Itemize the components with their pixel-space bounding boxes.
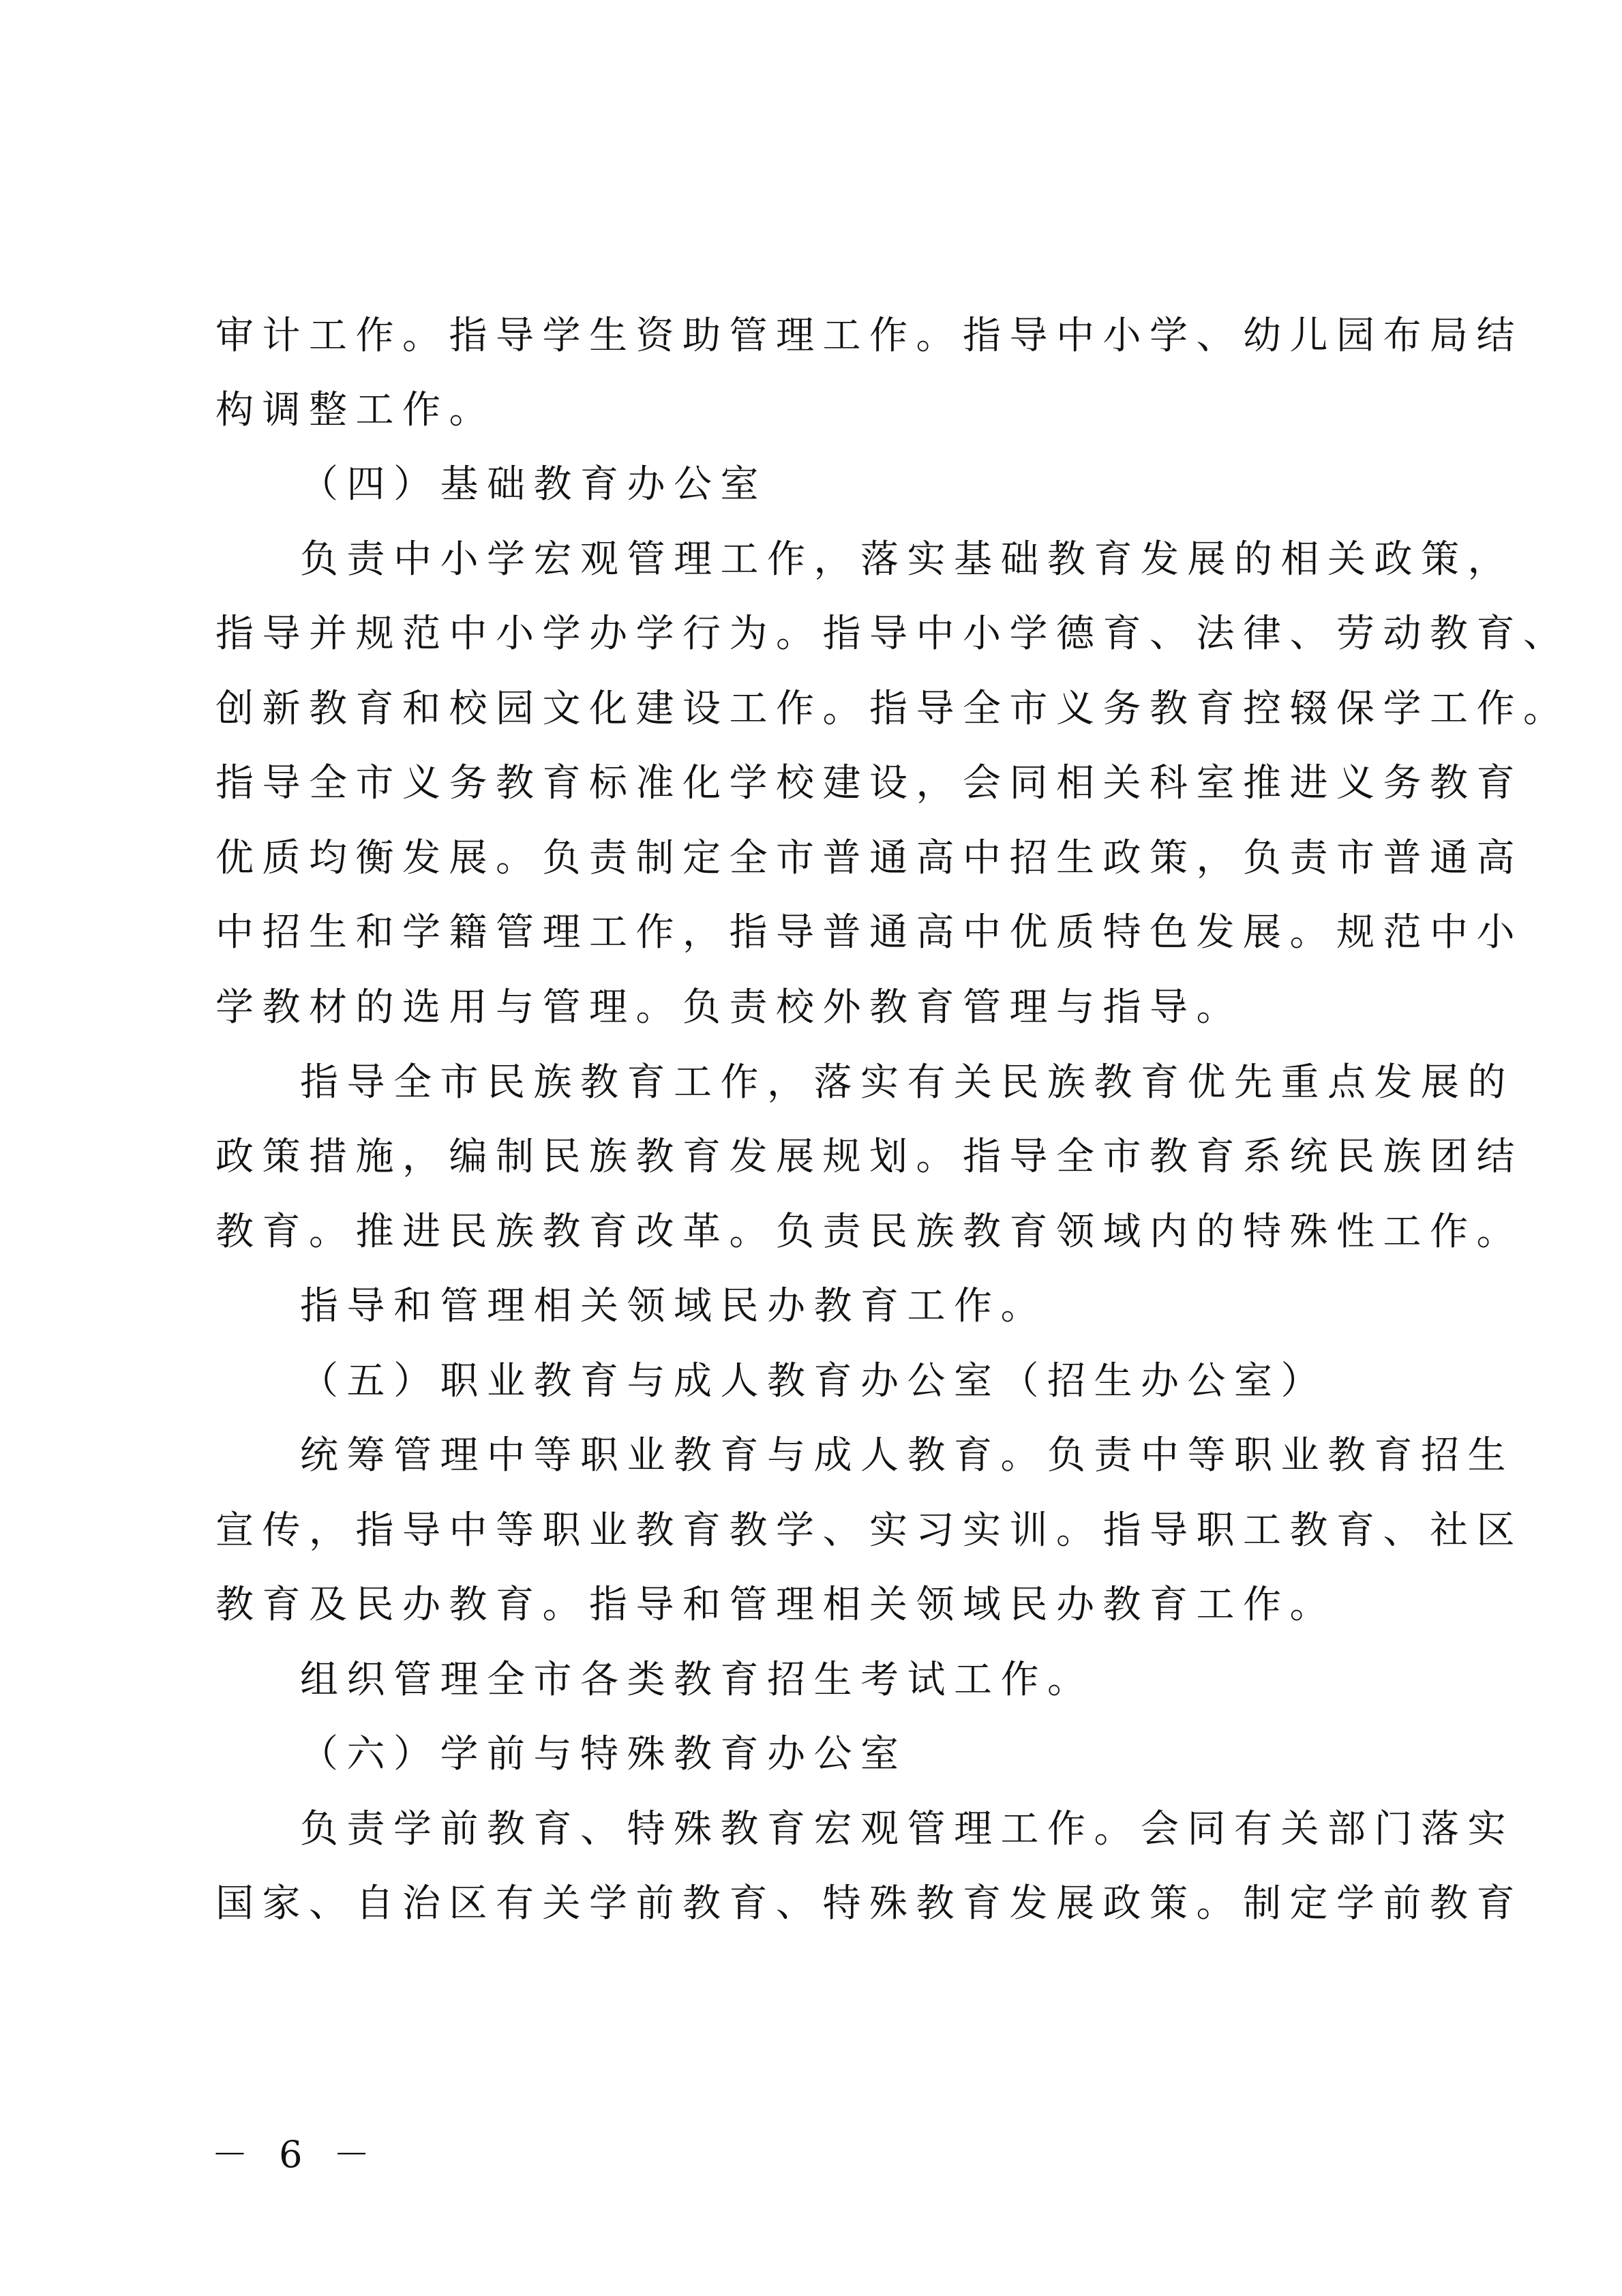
body-text-line: 宣传，指导中等职业教育教学、实习实训。指导职工教育、社区 [215, 1508, 1523, 1553]
body-text-line: 政策措施，编制民族教育发展规划。指导全市教育系统民族团结 [215, 1135, 1523, 1179]
body-text-line: 优质均衡发展。负责制定全市普通高中招生政策，负责市普通高 [215, 836, 1523, 880]
body-text-line: 创新教育和校园文化建设工作。指导全市义务教育控辍保学工作。 [215, 687, 1570, 731]
body-text-line: 负责学前教育、特殊教育宏观管理工作。会同有关部门落实 [300, 1807, 1514, 1851]
body-text-line: 中招生和学籍管理工作，指导普通高中优质特色发展。规范中小 [215, 910, 1523, 955]
body-text-line: 学教材的选用与管理。负责校外教育管理与指导。 [215, 985, 1243, 1030]
body-text-line: 负责中小学宏观管理工作，落实基础教育发展的相关政策， [300, 537, 1514, 582]
body-text-line: 组织管理全市各类教育招生考试工作。 [300, 1658, 1094, 1702]
body-text-line: 统筹管理中等职业教育与成人教育。负责中等职业教育招生 [300, 1433, 1514, 1478]
body-text-line: 国家、自治区有关学前教育、特殊教育发展政策。制定学前教育 [215, 1881, 1523, 1926]
body-text-line: 教育。推进民族教育改革。负责民族教育领域内的特殊性工作。 [215, 1210, 1523, 1254]
body-text-line: 教育及民办教育。指导和管理相关领域民办教育工作。 [215, 1583, 1336, 1627]
body-text-line: 构调整工作。 [215, 388, 496, 432]
section-heading: （五）职业教育与成人教育办公室（招生办公室） [300, 1359, 1327, 1403]
section-heading: （四）基础教育办公室 [300, 462, 767, 507]
body-text-line: 审计工作。指导学生资助管理工作。指导中小学、幼儿园布局结 [215, 314, 1523, 358]
body-text-line: 指导全市义务教育标准化学校建设，会同相关科室推进义务教育 [215, 761, 1523, 805]
page-number: － 6 － [211, 2133, 380, 2176]
body-text-line: 指导全市民族教育工作，落实有关民族教育优先重点发展的 [300, 1060, 1514, 1105]
body-text-line: 指导并规范中小学办学行为。指导中小学德育、法律、劳动教育、 [215, 612, 1570, 656]
section-heading: （六）学前与特殊教育办公室 [300, 1732, 907, 1776]
body-text-line: 指导和管理相关领域民办教育工作。 [300, 1284, 1047, 1328]
